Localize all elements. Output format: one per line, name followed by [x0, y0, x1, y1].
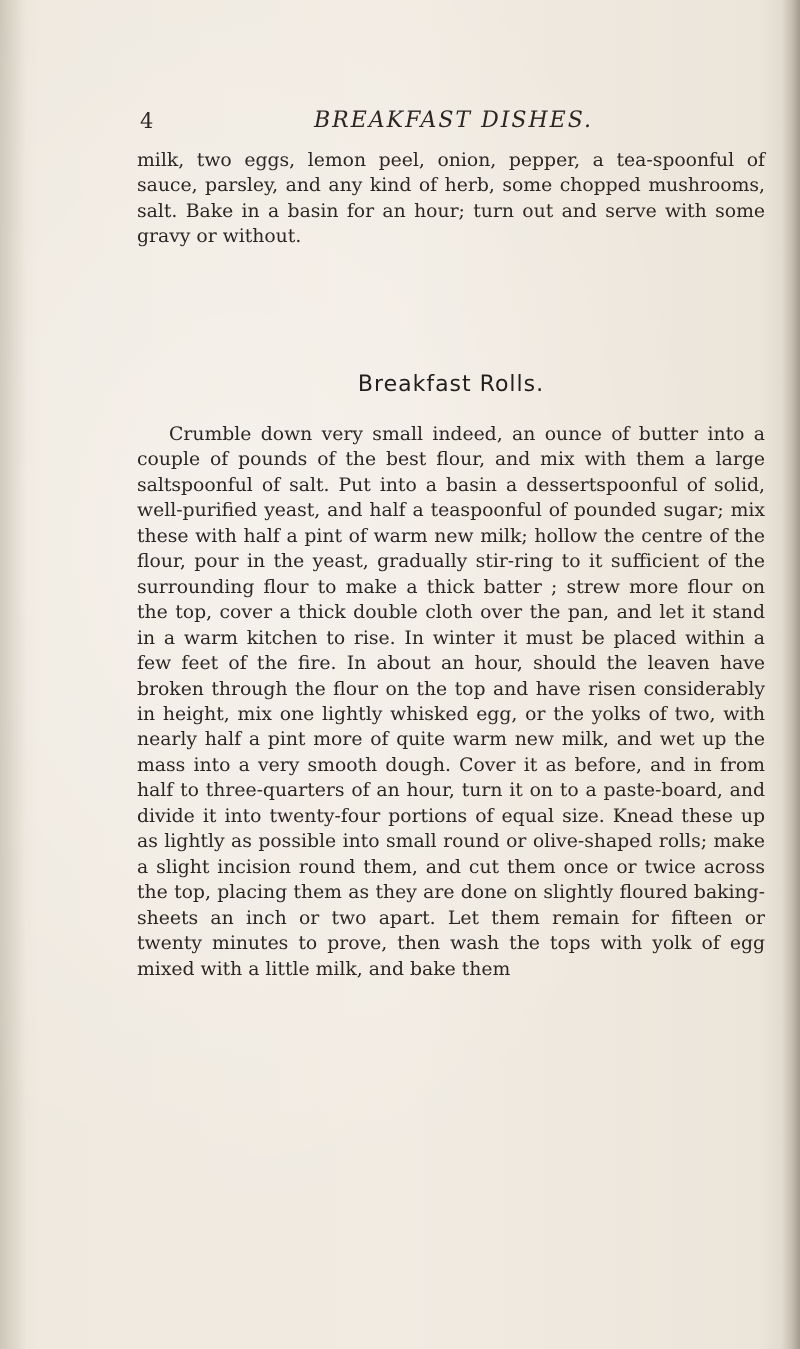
- page-edge-shadow: [782, 0, 800, 1349]
- running-head: [128, 106, 768, 140]
- recipe-paragraph: Crumble down very small indeed, an ounce of butter into a couple of pounds of the best flour, and mix with them a large saltspoonful of salt. Put into a basin a dessertspoonful of solid, well-purified yeast, and half a teaspoonful of pounded sugar; mix these with half a pint of warm new milk; hollow the centre of the flour, pour in the yeast, gradually stir-ring to it sufficient of the surrounding flour to make a thick batter ; strew more flour on the top, cover a thick double cloth over the pan, and let it stand in a warm kitchen to rise. In winter it must be placed within a few feet of the fire. In about an hour, should the leaven have broken through the flour on the top and have risen considerably in height, mix one lightly whisked egg, or the yolks of two, with nearly half a pint more of quite warm new milk, and wet up the mass into a very smooth dough. Cover it as before, and in from half to three-quarters of an hour, turn it on to a paste-board, and divide it into twenty-four portions of equal size. Knead these up as lightly as possible into small round or olive-shaped rolls; make a slight incision round them, and cut them once or twice across the top, placing them as they are done on slightly floured baking-sheets an inch or two apart. Let them remain for fifteen or twenty minutes to prove, then wash the tops with yolk of egg mixed with a little milk, and bake them: [137, 424, 765, 980]
- section-heading: Breakfast Rolls.: [357, 372, 545, 397]
- page-number: 4: [140, 109, 154, 133]
- continuation-paragraph: milk, two eggs, lemon peel, onion, pepper, a tea-spoonful of sauce, parsley, and any kind of herb, some chopped mushrooms, salt. Bake in a basin for an hour; turn out and serve with some gravy or without.: [137, 150, 765, 248]
- running-title: BREAKFAST DISHES.: [314, 108, 594, 133]
- page-gutter-shadow: [0, 0, 26, 1349]
